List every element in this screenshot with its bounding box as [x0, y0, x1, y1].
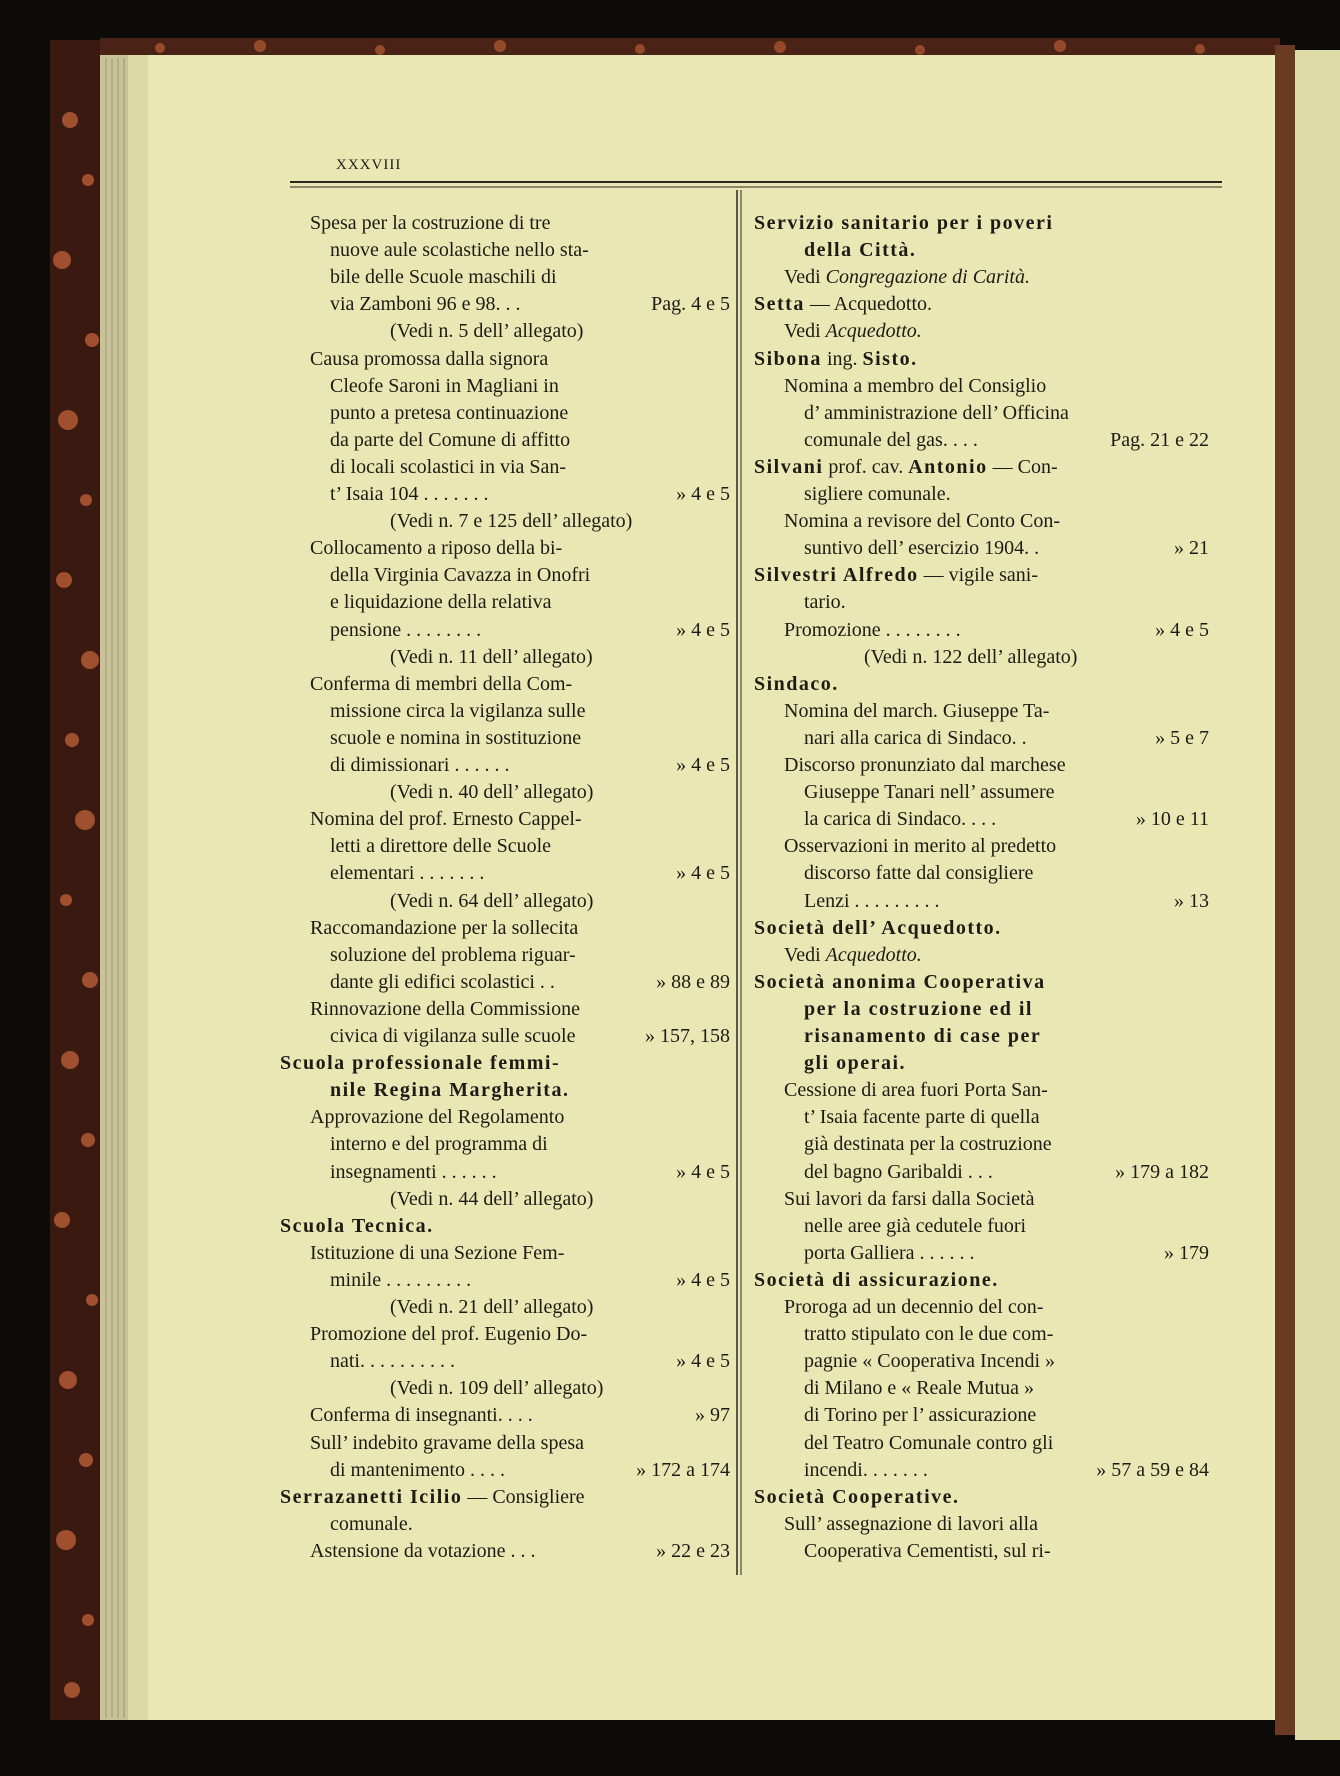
index-entry-line — [280, 1430, 730, 1457]
page-reference: » 4 e 5 — [676, 483, 730, 505]
page-reference: » 4 e 5 — [676, 862, 730, 885]
heading-detail: — Consigliere — [462, 1485, 585, 1508]
entry-text: del bagno Garibaldi . . . — [804, 1160, 993, 1183]
page-reference: » 5 e 7 — [1155, 726, 1209, 749]
index-entry-line — [754, 508, 1209, 535]
entry-text: di locali scolastici in via San- — [330, 455, 567, 478]
heading-text: Servizio sanitario per i poveri — [754, 212, 1054, 234]
index-entry-line — [280, 562, 730, 589]
index-entry-line — [280, 860, 730, 887]
page-reference: » 4 e 5 — [1155, 618, 1209, 641]
entry-text: della Virginia Cavazza in Onofri — [330, 564, 591, 587]
entry-text: del Teatro Comunale contro gli — [804, 1431, 1054, 1454]
entry-text: (Vedi n. 109 dell’ allegato) — [390, 1377, 604, 1400]
page-reference: » 179 a 182 — [1115, 1160, 1209, 1183]
index-entry-line — [280, 942, 730, 969]
index-entry-line — [280, 373, 730, 400]
heading-text: Società dell’ Acquedotto. — [754, 916, 1002, 939]
index-heading — [754, 210, 1209, 237]
index-heading — [754, 1023, 1209, 1050]
vedi-label: Vedi — [784, 266, 826, 289]
index-entry-line — [754, 833, 1209, 860]
entry-text: Lenzi . . . . . . . . . — [804, 889, 940, 912]
entry-text: dante gli edifici scolastici . . — [330, 970, 555, 993]
index-entry-line — [280, 400, 730, 427]
entry-text: nelle aree già cedutele fuori — [804, 1214, 1027, 1237]
index-entry-line — [280, 427, 730, 454]
index-entry-line — [754, 617, 1209, 644]
allegato-reference — [280, 644, 730, 671]
cross-reference — [754, 264, 1209, 291]
index-entry-line — [754, 725, 1209, 752]
entry-text: tratto stipulato con le due com- — [804, 1323, 1054, 1346]
entry-text: Discorso pronunziato dal marchese — [784, 754, 1066, 776]
index-entry-line — [280, 1240, 730, 1267]
index-entry-line — [280, 210, 730, 237]
entry-text: Cleofe Saroni in Magliani in — [330, 374, 559, 397]
entry-text: Nomina del march. Giuseppe Ta- — [784, 699, 1050, 722]
page-reference: Pag. 21 e 22 — [1110, 428, 1209, 451]
index-heading — [754, 562, 1209, 589]
entry-text: Sull’ assegnazione di lavori alla — [784, 1512, 1038, 1535]
index-heading — [754, 1484, 1209, 1511]
entry-text: Nomina a membro del Consiglio — [784, 374, 1047, 397]
entry-text: Nomina a revisore del Conto Con- — [784, 510, 1061, 533]
vedi-label: Vedi — [784, 943, 826, 966]
entry-text: Astensione da votazione . . . — [310, 1539, 536, 1562]
index-heading — [754, 996, 1209, 1023]
index-entry-line — [754, 888, 1209, 915]
index-heading — [280, 1213, 730, 1240]
entry-text: suntivo dell’ esercizio 1904. . — [804, 537, 1040, 560]
entry-text: punto a pretesa continuazione — [330, 401, 569, 424]
entry-text: missione circa la vigilanza sulle — [330, 699, 586, 722]
heading-name: Silvestri Alfredo — [754, 564, 919, 587]
entry-text: incendi. . . . . . . — [804, 1458, 928, 1481]
entry-text: Collocamento a riposo della bi- — [310, 537, 563, 560]
heading-title: prof. cav. — [823, 455, 909, 478]
cross-reference-target: Acquedotto. — [825, 943, 922, 966]
entry-text: Conferma di membri della Com- — [310, 672, 573, 695]
heading-text: gli operai. — [804, 1052, 907, 1075]
index-entry-line — [280, 969, 730, 996]
entry-text: nari alla carica di Sindaco. . — [804, 726, 1027, 749]
entry-text: pensione . . . . . . . . — [330, 618, 482, 641]
entry-text: soluzione del problema riguar- — [330, 943, 576, 966]
index-entry-line — [754, 1240, 1209, 1267]
entry-text: d’ amministrazione dell’ Officina — [804, 401, 1069, 424]
heading-detail: — Con- — [987, 455, 1058, 478]
index-entry-line — [754, 779, 1209, 806]
vedi-label: Vedi — [784, 320, 826, 343]
index-heading — [280, 1484, 730, 1511]
heading-text: della Città. — [804, 239, 917, 262]
entry-text: (Vedi n. 64 dell’ allegato) — [390, 889, 594, 912]
entry-text: t’ Isaia 104 . . . . . . . — [330, 483, 489, 505]
index-entry-line — [280, 1538, 730, 1565]
index-entry-line — [280, 346, 730, 373]
index-entry-line — [280, 617, 730, 644]
index-heading — [754, 454, 1209, 481]
index-entry-line — [754, 1457, 1209, 1484]
heading-text: Sindaco. — [754, 672, 839, 695]
entry-text: di Torino per l’ assicurazione — [804, 1404, 1037, 1427]
cross-reference-target: Congregazione di Carità. — [825, 266, 1030, 289]
index-heading — [280, 1050, 730, 1077]
allegato-reference — [280, 779, 730, 806]
heading-detail: — Acquedotto. — [804, 293, 933, 316]
cross-reference — [754, 942, 1209, 969]
entry-text: comunale del gas. . . . — [804, 428, 978, 451]
index-entry-line — [280, 1104, 730, 1131]
page-reference: » 22 e 23 — [656, 1539, 730, 1562]
index-entry-line — [280, 264, 730, 291]
entry-text: insegnamenti . . . . . . — [330, 1160, 497, 1183]
entry-text: di mantenimento . . . . — [330, 1458, 505, 1481]
index-entry-line — [754, 1348, 1209, 1375]
index-entry-line — [754, 400, 1209, 427]
index-entry-line — [754, 1186, 1209, 1213]
cross-reference — [754, 318, 1209, 345]
index-heading — [754, 291, 1209, 318]
entry-text: Spesa per la costruzione di tre — [310, 212, 551, 234]
page-reference: » 4 e 5 — [676, 1350, 730, 1373]
index-entry-line — [754, 1375, 1209, 1402]
index-heading — [754, 346, 1209, 373]
entry-text: interno e del programma di — [330, 1133, 548, 1156]
index-heading — [754, 915, 1209, 942]
entry-text: letti a direttore delle Scuole — [330, 835, 552, 858]
page-reference: » 157, 158 — [645, 1025, 730, 1047]
index-entry-line — [754, 373, 1209, 400]
page-reference: » 4 e 5 — [676, 754, 730, 776]
entry-text: tario. — [804, 591, 846, 614]
heading-name: Silvani — [754, 455, 824, 478]
allegato-reference — [280, 508, 730, 535]
heading-name: Setta — [754, 293, 805, 316]
index-entry-line — [280, 454, 730, 481]
heading-text: Scuola professionale femmi- — [280, 1052, 561, 1075]
heading-name: Sisto. — [862, 347, 918, 370]
index-entry-line — [754, 427, 1209, 454]
heading-name: Serrazanetti Icilio — [280, 1485, 463, 1508]
index-entry-line — [754, 1213, 1209, 1240]
index-entry-line — [280, 833, 730, 860]
page-reference: » 179 — [1164, 1241, 1209, 1264]
index-heading — [754, 671, 1209, 698]
entry-text: Osservazioni in merito al predetto — [784, 835, 1057, 858]
heading-title: ing. — [821, 347, 863, 370]
heading-text: per la costruzione ed il — [804, 997, 1033, 1020]
allegato-reference — [280, 318, 730, 345]
heading-name: Sibona — [754, 347, 822, 370]
entry-text: civica di vigilanza sulle scuole — [330, 1025, 576, 1047]
index-entry-line — [280, 1511, 730, 1538]
entry-text: (Vedi n. 21 dell’ allegato) — [390, 1296, 594, 1318]
index-entry-line — [280, 535, 730, 562]
index-entry-line — [280, 481, 730, 508]
index-entry-line — [280, 1402, 730, 1429]
page-reference: » 4 e 5 — [676, 1160, 730, 1183]
index-entry-line — [280, 291, 730, 318]
entry-text: t’ Isaia facente parte di quella — [804, 1106, 1040, 1129]
index-heading — [754, 1050, 1209, 1077]
entry-text: di dimissionari . . . . . . — [330, 754, 510, 776]
cross-reference-target: Acquedotto. — [825, 320, 922, 343]
entry-text: Approvazione del Regolamento — [310, 1106, 565, 1129]
heading-text: Società anonima Cooperativa — [754, 970, 1046, 993]
entry-text: scuole e nomina in sostituzione — [330, 726, 582, 749]
page-reference: » 21 — [1174, 537, 1209, 560]
running-head: XXXVIII — [336, 157, 402, 173]
allegato-reference — [280, 888, 730, 915]
index-entry-line — [754, 589, 1209, 616]
entry-text: Raccomandazione per la sollecita — [310, 916, 579, 939]
index-entry-line — [754, 1402, 1209, 1429]
page-reference: » 10 e 11 — [1135, 808, 1209, 831]
page-reference: » 57 a 59 e 84 — [1096, 1458, 1209, 1481]
entry-text: e liquidazione della relativa — [330, 591, 552, 614]
entry-text: Promozione . . . . . . . . — [784, 618, 961, 641]
entry-text: elementari . . . . . . . — [330, 862, 485, 885]
index-entry-line — [754, 860, 1209, 887]
index-entry-line — [754, 1104, 1209, 1131]
index-entry-line — [754, 1077, 1209, 1104]
entry-text: sigliere comunale. — [804, 483, 951, 505]
index-entry-line — [754, 698, 1209, 725]
index-entry-line — [280, 1023, 730, 1050]
entry-text: Cessione di area fuori Porta San- — [784, 1079, 1048, 1102]
entry-text: già destinata per la costruzione — [804, 1133, 1052, 1156]
entry-text: di Milano e « Reale Mutua » — [804, 1377, 1034, 1400]
allegato-reference — [280, 1294, 730, 1321]
heading-text: Scuola Tecnica. — [280, 1214, 434, 1237]
index-entry-line — [280, 752, 730, 779]
index-entry-line — [280, 671, 730, 698]
index-entry-line — [280, 698, 730, 725]
index-entry-line — [754, 481, 1209, 508]
index-heading — [754, 969, 1209, 996]
page-reference: » 88 e 89 — [656, 970, 730, 993]
entry-text: porta Galliera . . . . . . — [804, 1241, 975, 1264]
entry-text: via Zamboni 96 e 98. . . — [330, 293, 521, 316]
entry-text: Nomina del prof. Ernesto Cappel- — [310, 808, 582, 831]
index-entry-line — [280, 1321, 730, 1348]
entry-text: (Vedi n. 122 dell’ allegato) — [864, 645, 1078, 668]
index-entry-line — [754, 1159, 1209, 1186]
entry-text: Conferma di insegnanti. . . . — [310, 1404, 533, 1427]
index-entry-line — [280, 1457, 730, 1484]
index-entry-line — [754, 535, 1209, 562]
allegato-reference — [280, 1375, 730, 1402]
heading-text: risanamento di case per — [804, 1025, 1042, 1047]
entry-text: minile . . . . . . . . . — [330, 1268, 472, 1291]
entry-text: la carica di Sindaco. . . . — [804, 808, 997, 831]
entry-text: Promozione del prof. Eugenio Do- — [310, 1323, 588, 1346]
entry-text: discorso fatte dal consigliere — [804, 862, 1034, 885]
page-reference: » 97 — [695, 1404, 730, 1427]
index-entry-line — [280, 589, 730, 616]
page-reference: » 172 a 174 — [636, 1458, 730, 1481]
index-entry-line — [280, 1159, 730, 1186]
entry-text: Causa promossa dalla signora — [310, 347, 549, 370]
index-heading — [754, 1267, 1209, 1294]
index-entry-line — [754, 1430, 1209, 1457]
index-entry-line — [280, 237, 730, 264]
index-heading — [754, 237, 1209, 264]
entry-text: nuove aule scolastiche nello sta- — [330, 239, 589, 262]
index-entry-line — [280, 915, 730, 942]
heading-text: Società Cooperative. — [754, 1485, 960, 1508]
index-entry-line — [280, 996, 730, 1023]
index-entry-line — [280, 1267, 730, 1294]
allegato-reference — [754, 644, 1209, 671]
index-entry-line — [280, 1348, 730, 1375]
entry-text: bile delle Scuole maschili di — [330, 266, 557, 289]
heading-name: Antonio — [908, 455, 988, 478]
entry-text: pagnie « Cooperativa Incendi » — [804, 1350, 1056, 1373]
heading-text: Società di assicurazione. — [754, 1268, 999, 1291]
index-entry-line — [280, 806, 730, 833]
entry-text: (Vedi n. 5 dell’ allegato) — [390, 320, 584, 343]
entry-text: (Vedi n. 44 dell’ allegato) — [390, 1187, 594, 1210]
entry-text: Proroga ad un decennio del con- — [784, 1296, 1044, 1318]
page-reference: Pag. 4 e 5 — [651, 293, 730, 316]
index-heading — [280, 1077, 730, 1104]
allegato-reference — [280, 1186, 730, 1213]
entry-text: (Vedi n. 11 dell’ allegato) — [390, 645, 593, 668]
index-entry-line — [754, 1511, 1209, 1538]
entry-text: (Vedi n. 7 e 125 dell’ allegato) — [390, 510, 633, 533]
index-entry-line — [754, 1294, 1209, 1321]
entry-text: Giuseppe Tanari nell’ assumere — [804, 781, 1055, 804]
entry-text: nati. . . . . . . . . . — [330, 1350, 455, 1373]
entry-text: Cooperativa Cementisti, sul ri- — [804, 1539, 1051, 1562]
heading-text: nile Regina Margherita. — [330, 1079, 570, 1102]
entry-text: (Vedi n. 40 dell’ allegato) — [390, 781, 594, 804]
entry-text: Istituzione di una Sezione Fem- — [310, 1241, 565, 1264]
index-entry-line — [754, 1321, 1209, 1348]
entry-text: Rinnovazione della Commissione — [310, 997, 580, 1020]
index-entry-line — [754, 1131, 1209, 1158]
entry-text: da parte del Comune di affitto — [330, 428, 571, 451]
page-reference: » 4 e 5 — [676, 618, 730, 641]
index-entry-line — [280, 725, 730, 752]
entry-text: Sull’ indebito gravame della spesa — [310, 1431, 584, 1454]
index-entry-line — [754, 1538, 1209, 1565]
index-entry-line — [754, 806, 1209, 833]
heading-detail: — vigile sani- — [918, 564, 1038, 587]
entry-text: comunale. — [330, 1512, 413, 1535]
page-reference: » 13 — [1174, 889, 1209, 912]
entry-text: Sui lavori da farsi dalla Società — [784, 1187, 1035, 1210]
page-reference: » 4 e 5 — [676, 1268, 730, 1291]
index-entry-line — [754, 752, 1209, 779]
index-entry-line — [280, 1131, 730, 1158]
